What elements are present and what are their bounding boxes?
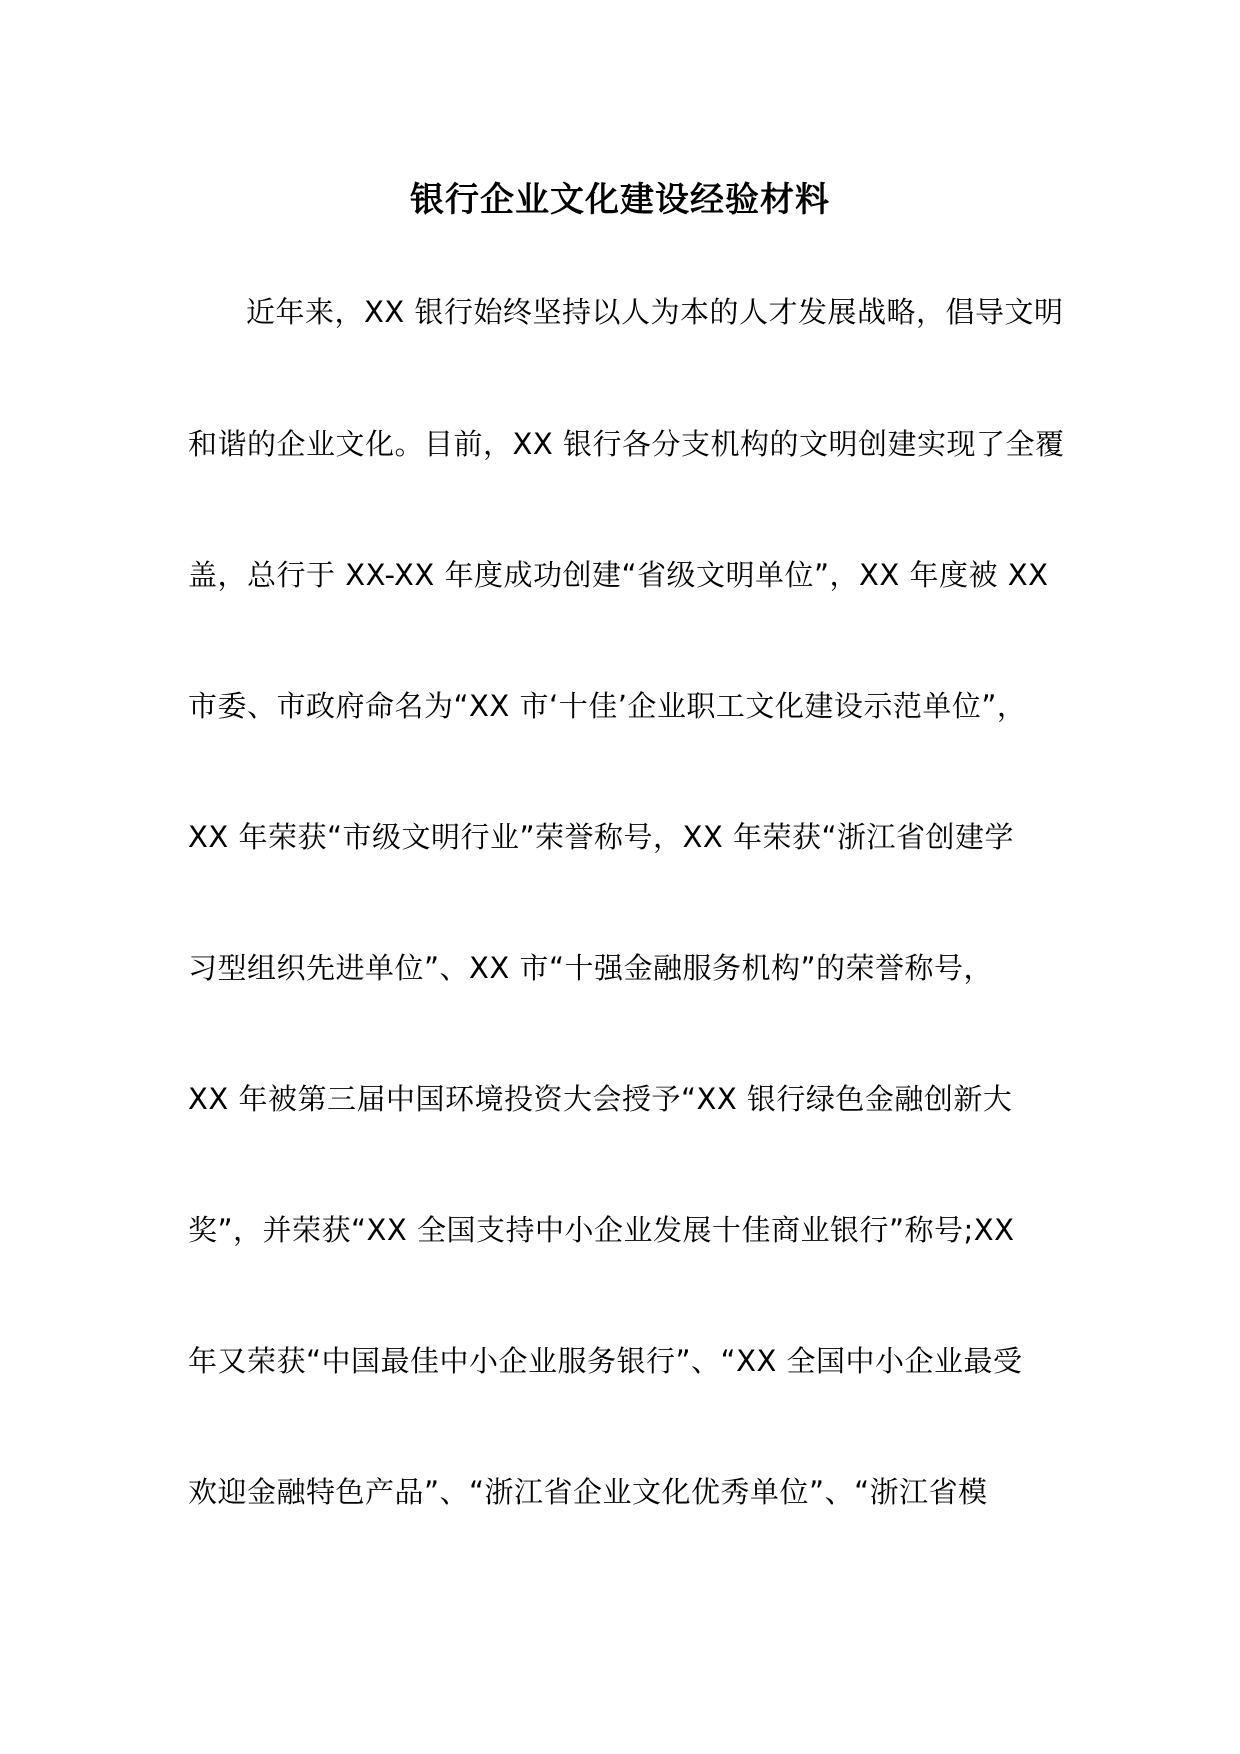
paragraph-line: XX 年荣获“市级文明行业”荣誉称号，XX 年荣获“浙江省创建学: [188, 820, 1014, 854]
paragraph-line: 近年来，XX 银行始终坚持以人为本的人才发展战略，倡导文明: [246, 295, 1064, 329]
paragraph-line: 盖，总行于 XX-XX 年度成功创建“省级文明单位”，XX 年度被 XX: [188, 558, 1049, 592]
paragraph-line: 习型组织先进单位”、XX 市“十强金融服务机构”的荣誉称号，: [188, 951, 994, 985]
paragraph-line: 年又荣获“中国最佳中小企业服务银行”、“XX 全国中小企业最受: [188, 1344, 1023, 1378]
paragraph-line: 奖”，并荣获“XX 全国支持中小企业发展十佳商业银行”称号;XX: [188, 1213, 1015, 1247]
paragraph-line: 市委、市政府命名为“XX 市‘十佳’企业职工文化建设示范单位”，: [188, 689, 1027, 723]
paragraph-line: 和谐的企业文化。目前，XX 银行各分支机构的文明创建实现了全覆: [188, 427, 1065, 461]
document-title: 银行企业文化建设经验材料: [410, 180, 830, 220]
paragraph-line: XX 年被第三届中国环境投资大会授予“XX 银行绿色金融创新大: [188, 1082, 1013, 1116]
paragraph-line: 欢迎金融特色产品”、“浙江省企业文化优秀单位”、“浙江省模: [188, 1475, 988, 1509]
